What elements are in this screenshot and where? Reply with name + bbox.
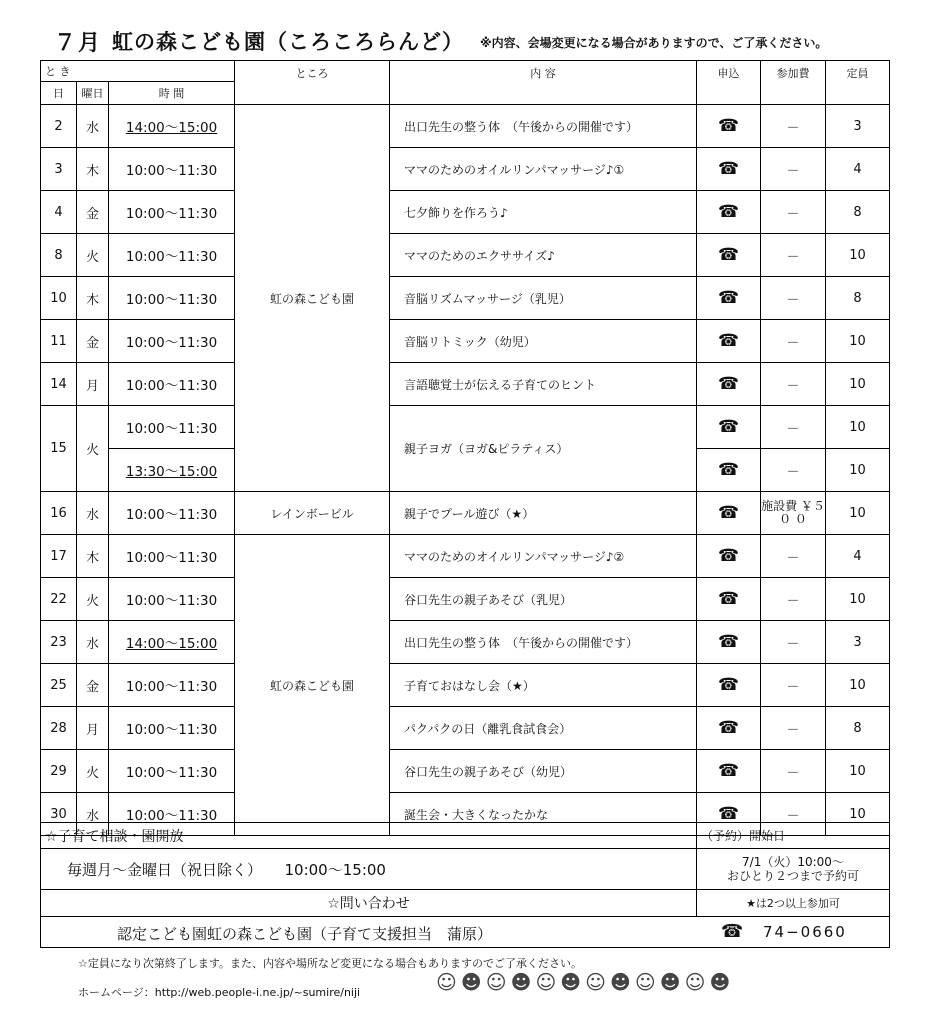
- day-cell: 28: [41, 707, 77, 750]
- character-icon: ☻: [560, 970, 582, 994]
- table-row: [41, 578, 890, 621]
- fee-cell: －: [761, 793, 826, 836]
- capacity-cell: 4: [826, 148, 890, 191]
- capacity-cell: 10: [826, 578, 890, 621]
- weekday-cell: 水: [77, 105, 109, 148]
- capacity-header: 定員: [826, 61, 890, 105]
- place-header: ところ: [235, 61, 390, 105]
- phone-icon: ☎: [697, 234, 761, 277]
- fee-cell: －: [761, 406, 826, 449]
- phone-icon: ☎: [721, 921, 744, 942]
- fee-cell: －: [761, 449, 826, 492]
- time-cell: 10:00〜11:30: [109, 578, 235, 621]
- content-cell: 出口先生の整う体 （午後からの開催です）: [390, 621, 697, 664]
- reserve-title: （予約）開始日: [697, 823, 890, 849]
- day-cell: 29: [41, 750, 77, 793]
- content-cell: 谷口先生の親子あそび（幼児）: [390, 750, 697, 793]
- fee-cell: －: [761, 621, 826, 664]
- fee-cell: －: [761, 234, 826, 277]
- day-cell: 17: [41, 535, 77, 578]
- table-row: [41, 148, 890, 191]
- day-cell: 30: [41, 793, 77, 836]
- fee-text: 施設費 ￥５０ ０: [761, 499, 825, 526]
- header-row-1: [41, 61, 890, 82]
- weekday-cell: 月: [77, 363, 109, 406]
- weekday-cell: 木: [77, 277, 109, 320]
- consult-title: ☆子育て相談・園開放: [41, 823, 697, 849]
- consult-time: 毎週月〜金曜日（祝日除く） 10:00〜15:00: [41, 849, 697, 890]
- time-cell: 10:00〜11:30: [109, 406, 235, 449]
- capacity-cell: 10: [826, 449, 890, 492]
- fee-cell: [761, 492, 826, 535]
- day-cell: 8: [41, 234, 77, 277]
- phone-icon: ☎: [697, 277, 761, 320]
- time-cell: [109, 105, 235, 148]
- table-row: [41, 707, 890, 750]
- content-cell: 親子ヨガ（ヨガ&ピラティス）: [390, 406, 697, 492]
- phone-icon: ☎: [697, 664, 761, 707]
- fee-cell: －: [761, 277, 826, 320]
- character-icon: ☺: [585, 970, 607, 994]
- place-cell: 虹の森こども園: [235, 535, 390, 836]
- weekday-cell: 金: [77, 191, 109, 234]
- fee-cell: －: [761, 191, 826, 234]
- content-header: 内 容: [390, 61, 697, 105]
- table-row: [41, 750, 890, 793]
- phone-icon: ☎: [697, 793, 761, 836]
- character-icon: ☺: [485, 970, 507, 994]
- reserve-detail: [697, 849, 890, 890]
- fee-cell: －: [761, 105, 826, 148]
- footer-row: [41, 890, 890, 917]
- fee-cell: －: [761, 578, 826, 621]
- weekday-cell: 火: [77, 406, 109, 492]
- footer-row: [41, 823, 890, 849]
- weekday-cell: 木: [77, 535, 109, 578]
- capacity-cell: 10: [826, 320, 890, 363]
- capacity-cell: 10: [826, 234, 890, 277]
- inquiry-title: ☆問い合わせ: [41, 890, 697, 917]
- time-cell: 10:00〜11:30: [109, 277, 235, 320]
- reserve-detail-line2: おひとり２つまで予約可: [726, 869, 859, 883]
- table-row: [41, 320, 890, 363]
- content-cell: 谷口先生の親子あそび（乳児）: [390, 578, 697, 621]
- fee-cell: －: [761, 664, 826, 707]
- time-cell: 10:00〜11:30: [109, 707, 235, 750]
- character-decoration: [436, 970, 886, 1000]
- time-header: 時 間: [109, 82, 235, 105]
- weekday-cell: 金: [77, 664, 109, 707]
- page-header: [0, 0, 930, 58]
- character-icon: ☺: [684, 970, 706, 994]
- phone-icon: ☎: [697, 191, 761, 234]
- day-header: 日: [41, 82, 77, 105]
- time-cell: [109, 449, 235, 492]
- character-icon: ☺: [436, 970, 457, 994]
- schedule-table: [40, 60, 890, 836]
- content-cell: 誕生会・大きくなったかな: [390, 793, 697, 836]
- fee-cell: －: [761, 363, 826, 406]
- day-cell: 22: [41, 578, 77, 621]
- weekday-cell: 木: [77, 148, 109, 191]
- capacity-cell: 10: [826, 492, 890, 535]
- place-cell: 虹の森こども園: [235, 105, 390, 492]
- fee-cell: －: [761, 707, 826, 750]
- time-text: 14:00〜15:00: [125, 636, 218, 652]
- time-cell: 10:00〜11:30: [109, 320, 235, 363]
- content-cell: 音脳リズムマッサージ（乳児）: [390, 277, 697, 320]
- weekday-cell: 水: [77, 492, 109, 535]
- table-row: [41, 621, 890, 664]
- weekday-cell: 水: [77, 621, 109, 664]
- phone-icon: ☎: [697, 750, 761, 793]
- content-cell: 出口先生の整う体 （午後からの開催です）: [390, 105, 697, 148]
- footer-row: [41, 917, 890, 948]
- time-cell: 10:00〜11:30: [109, 148, 235, 191]
- content-cell: パクパクの日（離乳食試食会）: [390, 707, 697, 750]
- fee-cell: －: [761, 535, 826, 578]
- capacity-cell: 8: [826, 707, 890, 750]
- footer-row: [41, 849, 890, 890]
- weekday-cell: 火: [77, 578, 109, 621]
- day-cell: 23: [41, 621, 77, 664]
- capacity-cell: 8: [826, 277, 890, 320]
- time-cell: 10:00〜11:30: [109, 793, 235, 836]
- character-icon: ☻: [610, 970, 631, 994]
- character-icon: ☺: [634, 970, 656, 994]
- contact-name: 認定こども園虹の森こども園（子育て支援担当 蒲原）: [117, 925, 493, 943]
- day-cell: 10: [41, 277, 77, 320]
- day-cell: 2: [41, 105, 77, 148]
- fee-cell: －: [761, 750, 826, 793]
- day-cell: 14: [41, 363, 77, 406]
- phone-icon: ☎: [697, 449, 761, 492]
- day-cell: 15: [41, 406, 77, 492]
- weekday-cell: 月: [77, 707, 109, 750]
- phone-icon: ☎: [697, 578, 761, 621]
- time-cell: 10:00〜11:30: [109, 492, 235, 535]
- toki-header: と き: [41, 61, 235, 82]
- capacity-cell: 10: [826, 406, 890, 449]
- table-row: [41, 535, 890, 578]
- table-row: [41, 277, 890, 320]
- character-icon: ☻: [510, 970, 532, 994]
- table-row: [41, 363, 890, 406]
- phone-icon: ☎: [697, 148, 761, 191]
- content-cell: 七夕飾りを作ろう♪: [390, 191, 697, 234]
- time-cell: 10:00〜11:30: [109, 234, 235, 277]
- table-row: [41, 234, 890, 277]
- time-cell: 10:00〜11:30: [109, 191, 235, 234]
- info-table: [40, 822, 890, 948]
- weekday-cell: 金: [77, 320, 109, 363]
- month-label: ７月: [54, 31, 103, 56]
- capacity-cell: 4: [826, 535, 890, 578]
- day-cell: 4: [41, 191, 77, 234]
- capacity-cell: 10: [826, 664, 890, 707]
- phone-icon: ☎: [697, 105, 761, 148]
- content-cell: ママのためのオイルリンパマッサージ♪①: [390, 148, 697, 191]
- time-cell: 10:00〜11:30: [109, 363, 235, 406]
- character-icon: ☻: [460, 970, 482, 994]
- content-cell: 子育ておはなし会（★）: [390, 664, 697, 707]
- time-text: 14:00〜15:00: [125, 120, 218, 136]
- phone-icon: ☎: [697, 320, 761, 363]
- weekday-header: 曜日: [77, 82, 109, 105]
- phone-icon: ☎: [697, 406, 761, 449]
- page-title: 虹の森こども園（ころころらんど）: [112, 30, 464, 54]
- table-row: [41, 492, 890, 535]
- time-cell: [109, 621, 235, 664]
- capacity-cell: 10: [826, 793, 890, 836]
- capacity-cell: 3: [826, 105, 890, 148]
- content-cell: 音脳リトミック（幼児）: [390, 320, 697, 363]
- phone-icon: ☎: [697, 492, 761, 535]
- reserve-detail-line1: 7/1（火）10:00〜: [742, 855, 844, 869]
- capacity-cell: 8: [826, 191, 890, 234]
- time-cell: 10:00〜11:30: [109, 664, 235, 707]
- weekday-cell: 火: [77, 750, 109, 793]
- footnote-1: ☆定員になり次第終了します。また、内容や場所など変更になる場合もありますのでご了承ください。: [78, 957, 582, 970]
- phone-icon: ☎: [697, 363, 761, 406]
- header-note: ※内容、会場変更になる場合がありますので、ご了承ください。: [480, 36, 828, 50]
- capacity-cell: 10: [826, 750, 890, 793]
- contact-cell: [41, 917, 890, 948]
- time-text: 13:30〜15:00: [125, 464, 218, 480]
- day-cell: 3: [41, 148, 77, 191]
- content-cell: ママのためのエクササイズ♪: [390, 234, 697, 277]
- capacity-cell: 10: [826, 363, 890, 406]
- fee-cell: －: [761, 148, 826, 191]
- content-cell: 言語聴覚士が伝える子育てのヒント: [390, 363, 697, 406]
- phone-icon: ☎: [697, 535, 761, 578]
- fee-header: 参加費: [761, 61, 826, 105]
- content-cell: ママのためのオイルリンパマッサージ♪②: [390, 535, 697, 578]
- character-icon: ☻: [709, 970, 731, 994]
- table-row: [41, 191, 890, 234]
- star-note: ★は2つ以上参加可: [697, 890, 890, 917]
- table-row: [41, 664, 890, 707]
- day-cell: 25: [41, 664, 77, 707]
- character-icon: ☻: [659, 970, 681, 994]
- contact-phone: 74−0660: [763, 923, 847, 941]
- apply-header: 申込: [697, 61, 761, 105]
- table-row: [41, 105, 890, 148]
- time-cell: 10:00〜11:30: [109, 535, 235, 578]
- character-icon: ☺: [535, 970, 557, 994]
- phone-icon: ☎: [697, 707, 761, 750]
- weekday-cell: 火: [77, 234, 109, 277]
- content-cell: 親子でプール遊び（★）: [390, 492, 697, 535]
- capacity-cell: 3: [826, 621, 890, 664]
- table-row: [41, 406, 890, 449]
- fee-cell: －: [761, 320, 826, 363]
- weekday-cell: 水: [77, 793, 109, 836]
- day-cell: 16: [41, 492, 77, 535]
- time-cell: 10:00〜11:30: [109, 750, 235, 793]
- footnote-homepage: ホームページ：http://web.people-i.ne.jp/~sumire/niji: [78, 986, 361, 999]
- day-cell: 11: [41, 320, 77, 363]
- phone-icon: ☎: [697, 621, 761, 664]
- place-cell: レインボービル: [235, 492, 390, 535]
